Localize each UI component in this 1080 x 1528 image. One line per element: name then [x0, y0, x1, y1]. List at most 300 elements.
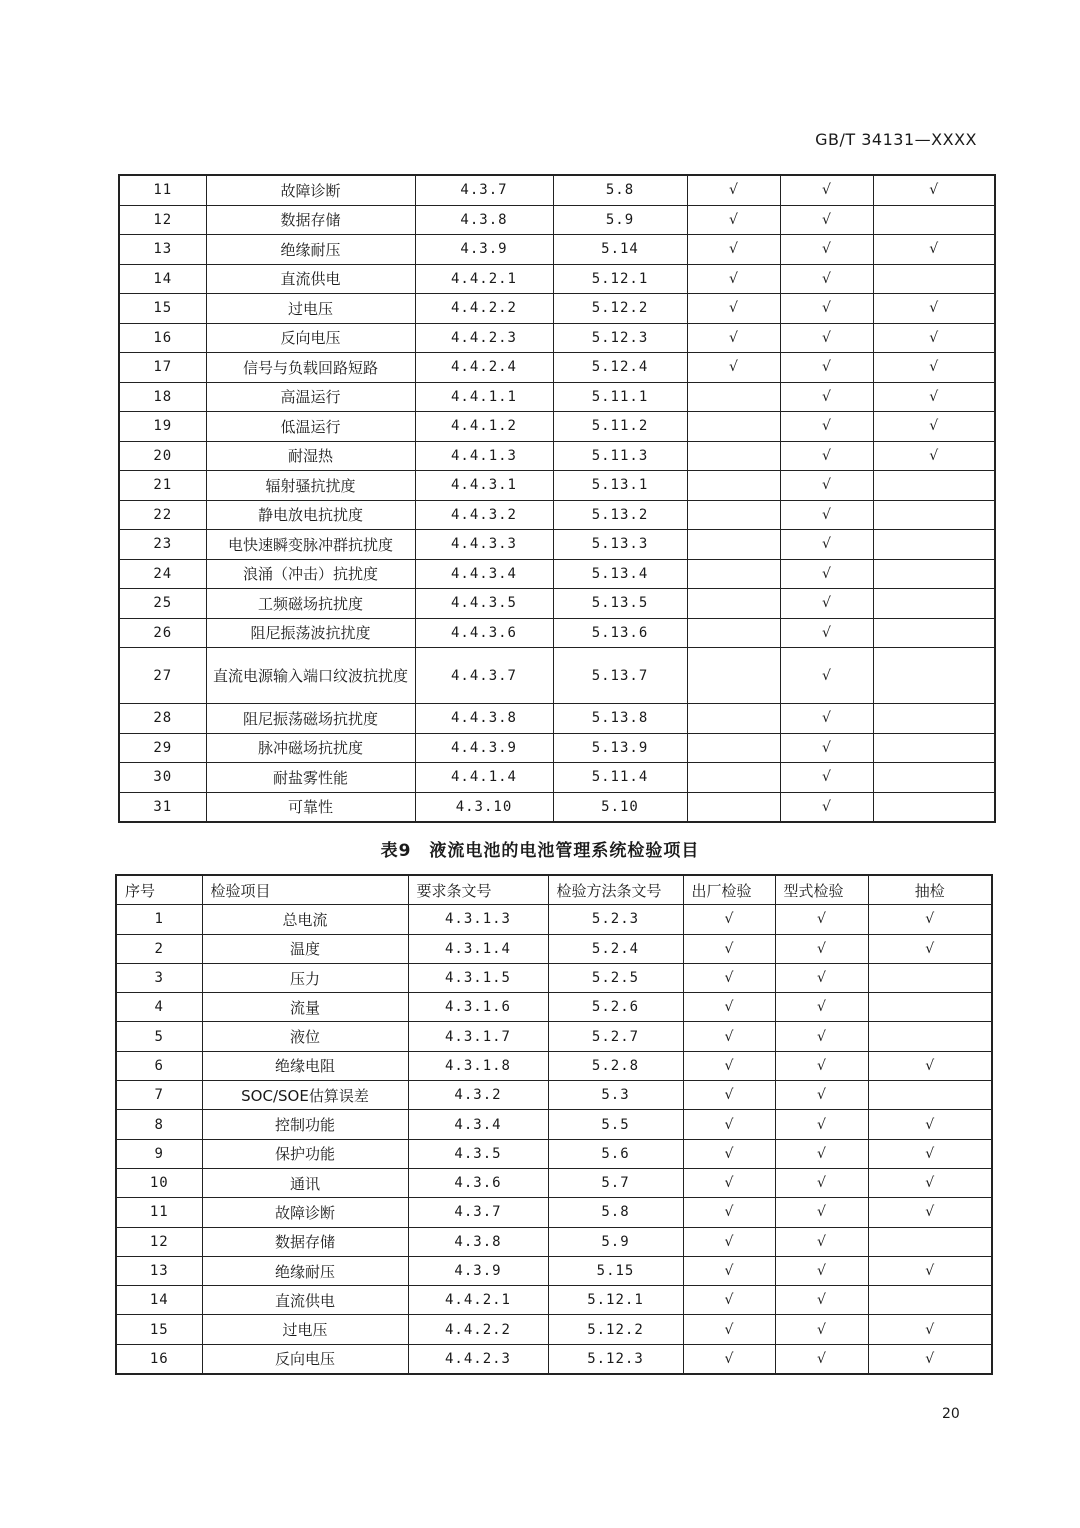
factory-check-cell: √	[683, 1022, 775, 1051]
sampling-check-cell: √	[868, 934, 992, 963]
item-cell: 静电放电抗扰度	[206, 500, 415, 530]
item-cell: 耐盐雾性能	[206, 763, 415, 793]
type-check-cell: √	[775, 1168, 868, 1197]
item-cell: 通讯	[202, 1168, 408, 1197]
seq-cell: 8	[116, 1110, 202, 1139]
seq-cell: 18	[119, 382, 206, 412]
type-check-cell: √	[775, 905, 868, 934]
sampling-check-cell	[873, 618, 995, 648]
type-check-cell: √	[775, 1286, 868, 1315]
requirement-cell: 4.3.9	[408, 1256, 548, 1285]
sampling-check-cell	[873, 733, 995, 763]
requirement-cell: 4.4.2.3	[415, 323, 553, 353]
seq-cell: 29	[119, 733, 206, 763]
sampling-check-cell	[868, 1286, 992, 1315]
header-row	[116, 875, 992, 905]
table-row	[116, 1081, 992, 1110]
factory-check-cell	[687, 589, 780, 619]
method-cell: 5.13.6	[553, 618, 687, 648]
method-cell: 5.8	[553, 175, 687, 205]
method-cell: 5.13.4	[553, 559, 687, 589]
requirement-cell: 4.3.1.8	[408, 1051, 548, 1080]
seq-cell: 3	[116, 963, 202, 992]
sampling-check-cell: √	[868, 1051, 992, 1080]
type-check-cell: √	[775, 934, 868, 963]
method-cell: 5.7	[548, 1168, 683, 1197]
method-cell: 5.3	[548, 1081, 683, 1110]
requirement-cell: 4.4.3.3	[415, 530, 553, 560]
document-code: GB/T 34131—XXXX	[815, 130, 977, 149]
factory-check-cell	[687, 618, 780, 648]
item-cell: 直流电源输入端口纹波抗扰度	[206, 648, 415, 704]
item-cell: 工频磁场抗扰度	[206, 589, 415, 619]
item-cell: 故障诊断	[202, 1198, 408, 1227]
sampling-check-cell: √	[868, 1256, 992, 1285]
sampling-check-cell	[873, 471, 995, 501]
sampling-check-cell	[873, 704, 995, 734]
factory-check-cell: √	[687, 175, 780, 205]
method-cell: 5.13.8	[553, 704, 687, 734]
seq-cell: 6	[116, 1051, 202, 1080]
type-check-cell: √	[780, 235, 873, 265]
requirement-cell: 4.3.5	[408, 1139, 548, 1168]
table-row	[116, 905, 992, 934]
item-cell: 总电流	[202, 905, 408, 934]
requirement-cell: 4.3.1.3	[408, 905, 548, 934]
seq-cell: 14	[119, 264, 206, 294]
table-row	[116, 1344, 992, 1374]
method-cell: 5.9	[548, 1227, 683, 1256]
requirement-cell: 4.3.1.5	[408, 963, 548, 992]
type-check-cell: √	[775, 1198, 868, 1227]
factory-check-cell	[687, 530, 780, 560]
table-row	[119, 763, 995, 793]
factory-check-cell: √	[683, 1256, 775, 1285]
factory-check-cell: √	[683, 1198, 775, 1227]
seq-cell: 12	[119, 205, 206, 235]
table-row	[116, 1198, 992, 1227]
factory-check-cell	[687, 763, 780, 793]
table-row	[119, 205, 995, 235]
seq-cell: 5	[116, 1022, 202, 1051]
requirement-cell: 4.3.9	[415, 235, 553, 265]
item-cell: 保护功能	[202, 1139, 408, 1168]
sampling-check-cell	[873, 559, 995, 589]
type-check-cell: √	[780, 733, 873, 763]
type-check-cell: √	[780, 792, 873, 822]
item-cell: 液位	[202, 1022, 408, 1051]
sampling-check-cell: √	[868, 1344, 992, 1374]
method-cell: 5.2.4	[548, 934, 683, 963]
method-cell: 5.12.2	[553, 294, 687, 324]
sampling-check-cell: √	[868, 1198, 992, 1227]
item-cell: 辐射骚抗扰度	[206, 471, 415, 501]
factory-check-cell: √	[683, 1344, 775, 1374]
method-cell: 5.12.1	[548, 1286, 683, 1315]
factory-check-cell: √	[683, 1110, 775, 1139]
seq-cell: 13	[116, 1256, 202, 1285]
header-sampling: 抽检	[868, 875, 992, 905]
table-body	[119, 175, 995, 822]
requirement-cell: 4.4.3.7	[415, 648, 553, 704]
factory-check-cell: √	[683, 1139, 775, 1168]
type-check-cell: √	[775, 993, 868, 1022]
table-row	[116, 1315, 992, 1344]
sampling-check-cell	[868, 1227, 992, 1256]
type-check-cell: √	[775, 1227, 868, 1256]
method-cell: 5.12.4	[553, 353, 687, 383]
sampling-check-cell	[868, 1022, 992, 1051]
table-row	[119, 294, 995, 324]
item-cell: 故障诊断	[206, 175, 415, 205]
method-cell: 5.11.2	[553, 412, 687, 442]
inspection-table-continued	[118, 174, 996, 823]
flow-battery-bms-inspection-table	[115, 874, 993, 1375]
item-cell: 过电压	[206, 294, 415, 324]
method-cell: 5.10	[553, 792, 687, 822]
seq-cell: 25	[119, 589, 206, 619]
method-cell: 5.13.3	[553, 530, 687, 560]
requirement-cell: 4.4.3.6	[415, 618, 553, 648]
table-row	[119, 441, 995, 471]
factory-check-cell: √	[687, 294, 780, 324]
seq-cell: 14	[116, 1286, 202, 1315]
item-cell: 绝缘耐压	[206, 235, 415, 265]
seq-cell: 12	[116, 1227, 202, 1256]
seq-cell: 16	[116, 1344, 202, 1374]
type-check-cell: √	[780, 471, 873, 501]
table-row	[119, 264, 995, 294]
type-check-cell: √	[780, 175, 873, 205]
seq-cell: 26	[119, 618, 206, 648]
method-cell: 5.14	[553, 235, 687, 265]
sampling-check-cell: √	[868, 1315, 992, 1344]
item-cell: 阻尼振荡波抗扰度	[206, 618, 415, 648]
factory-check-cell: √	[687, 205, 780, 235]
factory-check-cell: √	[687, 235, 780, 265]
table-row	[116, 1168, 992, 1197]
type-check-cell: √	[775, 1256, 868, 1285]
sampling-check-cell: √	[873, 294, 995, 324]
requirement-cell: 4.3.8	[408, 1227, 548, 1256]
requirement-cell: 4.4.1.4	[415, 763, 553, 793]
requirement-cell: 4.3.8	[415, 205, 553, 235]
item-cell: 信号与负载回路短路	[206, 353, 415, 383]
table-row	[116, 1256, 992, 1285]
method-cell: 5.2.6	[548, 993, 683, 1022]
item-cell: 过电压	[202, 1315, 408, 1344]
requirement-cell: 4.4.3.1	[415, 471, 553, 501]
table-row	[119, 733, 995, 763]
factory-check-cell: √	[683, 1227, 775, 1256]
table-row	[119, 530, 995, 560]
item-cell: 低温运行	[206, 412, 415, 442]
method-cell: 5.2.8	[548, 1051, 683, 1080]
requirement-cell: 4.3.4	[408, 1110, 548, 1139]
requirement-cell: 4.4.2.2	[415, 294, 553, 324]
table-row	[116, 1051, 992, 1080]
table-row	[119, 559, 995, 589]
requirement-cell: 4.4.2.2	[408, 1315, 548, 1344]
header-factory-inspection: 出厂检验	[683, 875, 775, 905]
factory-check-cell: √	[683, 1286, 775, 1315]
type-check-cell: √	[775, 1344, 868, 1374]
requirement-cell: 4.3.1.4	[408, 934, 548, 963]
table-row	[119, 471, 995, 501]
seq-cell: 15	[119, 294, 206, 324]
method-cell: 5.13.7	[553, 648, 687, 704]
item-cell: 高温运行	[206, 382, 415, 412]
sampling-check-cell: √	[868, 1139, 992, 1168]
requirement-cell: 4.4.2.1	[415, 264, 553, 294]
factory-check-cell: √	[683, 1315, 775, 1344]
seq-cell: 9	[116, 1139, 202, 1168]
seq-cell: 13	[119, 235, 206, 265]
type-check-cell: √	[780, 294, 873, 324]
factory-check-cell: √	[687, 353, 780, 383]
sampling-check-cell	[873, 264, 995, 294]
sampling-check-cell	[873, 205, 995, 235]
item-cell: 反向电压	[206, 323, 415, 353]
factory-check-cell	[687, 412, 780, 442]
method-cell: 5.2.3	[548, 905, 683, 934]
table-row	[116, 1110, 992, 1139]
table-row	[119, 792, 995, 822]
requirement-cell: 4.3.1.7	[408, 1022, 548, 1051]
table-row	[119, 235, 995, 265]
type-check-cell: √	[780, 412, 873, 442]
requirement-cell: 4.4.3.9	[415, 733, 553, 763]
method-cell: 5.11.1	[553, 382, 687, 412]
method-cell: 5.13.5	[553, 589, 687, 619]
item-cell: 控制功能	[202, 1110, 408, 1139]
factory-check-cell	[687, 792, 780, 822]
requirement-cell: 4.4.3.4	[415, 559, 553, 589]
table-row	[119, 500, 995, 530]
type-check-cell: √	[775, 1081, 868, 1110]
item-cell: 耐湿热	[206, 441, 415, 471]
table-row	[119, 589, 995, 619]
seq-cell: 31	[119, 792, 206, 822]
type-check-cell: √	[780, 763, 873, 793]
method-cell: 5.12.3	[553, 323, 687, 353]
requirement-cell: 4.4.3.5	[415, 589, 553, 619]
seq-cell: 21	[119, 471, 206, 501]
seq-cell: 24	[119, 559, 206, 589]
item-cell: 浪涌（冲击）抗扰度	[206, 559, 415, 589]
factory-check-cell	[687, 733, 780, 763]
requirement-cell: 4.3.2	[408, 1081, 548, 1110]
item-cell: 数据存储	[206, 205, 415, 235]
type-check-cell: √	[780, 530, 873, 560]
table-row	[119, 382, 995, 412]
sampling-check-cell	[868, 963, 992, 992]
table-row	[119, 648, 995, 704]
seq-cell: 11	[116, 1198, 202, 1227]
table-row	[116, 934, 992, 963]
item-cell: 阻尼振荡磁场抗扰度	[206, 704, 415, 734]
type-check-cell: √	[775, 1315, 868, 1344]
factory-check-cell: √	[683, 1168, 775, 1197]
requirement-cell: 4.3.7	[415, 175, 553, 205]
requirement-cell: 4.4.2.3	[408, 1344, 548, 1374]
method-cell: 5.2.7	[548, 1022, 683, 1051]
factory-check-cell	[687, 382, 780, 412]
requirement-cell: 4.3.1.6	[408, 993, 548, 1022]
sampling-check-cell	[873, 589, 995, 619]
seq-cell: 30	[119, 763, 206, 793]
method-cell: 5.5	[548, 1110, 683, 1139]
table-row	[116, 963, 992, 992]
sampling-check-cell	[868, 1081, 992, 1110]
seq-cell: 27	[119, 648, 206, 704]
sampling-check-cell: √	[868, 1168, 992, 1197]
type-check-cell: √	[780, 704, 873, 734]
sampling-check-cell: √	[873, 353, 995, 383]
factory-check-cell	[687, 704, 780, 734]
table-row	[119, 353, 995, 383]
item-cell: 直流供电	[206, 264, 415, 294]
seq-cell: 4	[116, 993, 202, 1022]
item-cell: 反向电压	[202, 1344, 408, 1374]
method-cell: 5.8	[548, 1198, 683, 1227]
type-check-cell: √	[780, 205, 873, 235]
item-cell: 数据存储	[202, 1227, 408, 1256]
seq-cell: 15	[116, 1315, 202, 1344]
seq-cell: 19	[119, 412, 206, 442]
sampling-check-cell	[873, 648, 995, 704]
seq-cell: 2	[116, 934, 202, 963]
requirement-cell: 4.4.3.8	[415, 704, 553, 734]
seq-cell: 11	[119, 175, 206, 205]
type-check-cell: √	[780, 648, 873, 704]
factory-check-cell: √	[683, 993, 775, 1022]
seq-cell: 10	[116, 1168, 202, 1197]
type-check-cell: √	[775, 1022, 868, 1051]
requirement-cell: 4.3.6	[408, 1168, 548, 1197]
method-cell: 5.12.2	[548, 1315, 683, 1344]
factory-check-cell: √	[687, 323, 780, 353]
method-cell: 5.11.4	[553, 763, 687, 793]
header-type-inspection: 型式检验	[775, 875, 868, 905]
type-check-cell: √	[780, 353, 873, 383]
factory-check-cell: √	[683, 1081, 775, 1110]
method-cell: 5.13.9	[553, 733, 687, 763]
seq-cell: 17	[119, 353, 206, 383]
factory-check-cell: √	[683, 963, 775, 992]
item-cell: 直流供电	[202, 1286, 408, 1315]
method-cell: 5.9	[553, 205, 687, 235]
type-check-cell: √	[775, 1051, 868, 1080]
item-cell: 温度	[202, 934, 408, 963]
seq-cell: 22	[119, 500, 206, 530]
sampling-check-cell	[873, 500, 995, 530]
sampling-check-cell	[873, 763, 995, 793]
item-cell: 压力	[202, 963, 408, 992]
table-row	[119, 323, 995, 353]
table-body	[116, 905, 992, 1374]
table-row	[119, 175, 995, 205]
item-cell: 绝缘耐压	[202, 1256, 408, 1285]
table-row	[119, 412, 995, 442]
method-cell: 5.15	[548, 1256, 683, 1285]
sampling-check-cell	[868, 993, 992, 1022]
factory-check-cell	[687, 441, 780, 471]
requirement-cell: 4.4.3.2	[415, 500, 553, 530]
sampling-check-cell: √	[873, 235, 995, 265]
seq-cell: 28	[119, 704, 206, 734]
method-cell: 5.6	[548, 1139, 683, 1168]
factory-check-cell	[687, 471, 780, 501]
type-check-cell: √	[775, 1110, 868, 1139]
type-check-cell: √	[780, 264, 873, 294]
requirement-cell: 4.4.1.3	[415, 441, 553, 471]
sampling-check-cell: √	[873, 412, 995, 442]
method-cell: 5.11.3	[553, 441, 687, 471]
page-number: 20	[942, 1406, 960, 1422]
seq-cell: 1	[116, 905, 202, 934]
requirement-cell: 4.3.7	[408, 1198, 548, 1227]
factory-check-cell: √	[683, 934, 775, 963]
sampling-check-cell: √	[873, 175, 995, 205]
table-row	[116, 1227, 992, 1256]
type-check-cell: √	[780, 559, 873, 589]
type-check-cell: √	[780, 382, 873, 412]
method-cell: 5.13.2	[553, 500, 687, 530]
sampling-check-cell: √	[868, 905, 992, 934]
sampling-check-cell: √	[873, 382, 995, 412]
seq-cell: 23	[119, 530, 206, 560]
requirement-cell: 4.4.2.4	[415, 353, 553, 383]
factory-check-cell	[687, 500, 780, 530]
type-check-cell: √	[780, 441, 873, 471]
type-check-cell: √	[775, 1139, 868, 1168]
table-caption: 表9 液流电池的电池管理系统检验项目	[380, 841, 700, 861]
table-row	[116, 1139, 992, 1168]
item-cell: SOC/SOE估算误差	[202, 1081, 408, 1110]
header-requirement-clause: 要求条文号	[408, 875, 548, 905]
item-cell: 可靠性	[206, 792, 415, 822]
factory-check-cell: √	[687, 264, 780, 294]
method-cell: 5.13.1	[553, 471, 687, 501]
requirement-cell: 4.4.1.1	[415, 382, 553, 412]
sampling-check-cell	[873, 792, 995, 822]
method-cell: 5.12.3	[548, 1344, 683, 1374]
seq-cell: 20	[119, 441, 206, 471]
item-cell: 脉冲磁场抗扰度	[206, 733, 415, 763]
method-cell: 5.12.1	[553, 264, 687, 294]
method-cell: 5.2.5	[548, 963, 683, 992]
type-check-cell: √	[780, 618, 873, 648]
type-check-cell: √	[780, 589, 873, 619]
factory-check-cell	[687, 648, 780, 704]
requirement-cell: 4.4.2.1	[408, 1286, 548, 1315]
item-cell: 流量	[202, 993, 408, 1022]
table-row	[119, 618, 995, 648]
sampling-check-cell	[873, 530, 995, 560]
item-cell: 绝缘电阻	[202, 1051, 408, 1080]
type-check-cell: √	[780, 500, 873, 530]
seq-cell: 7	[116, 1081, 202, 1110]
table-row	[119, 704, 995, 734]
header-no: 序号	[116, 875, 202, 905]
table-row	[116, 993, 992, 1022]
table-row	[116, 1022, 992, 1051]
type-check-cell: √	[780, 323, 873, 353]
sampling-check-cell: √	[873, 323, 995, 353]
requirement-cell: 4.3.10	[415, 792, 553, 822]
factory-check-cell: √	[683, 1051, 775, 1080]
